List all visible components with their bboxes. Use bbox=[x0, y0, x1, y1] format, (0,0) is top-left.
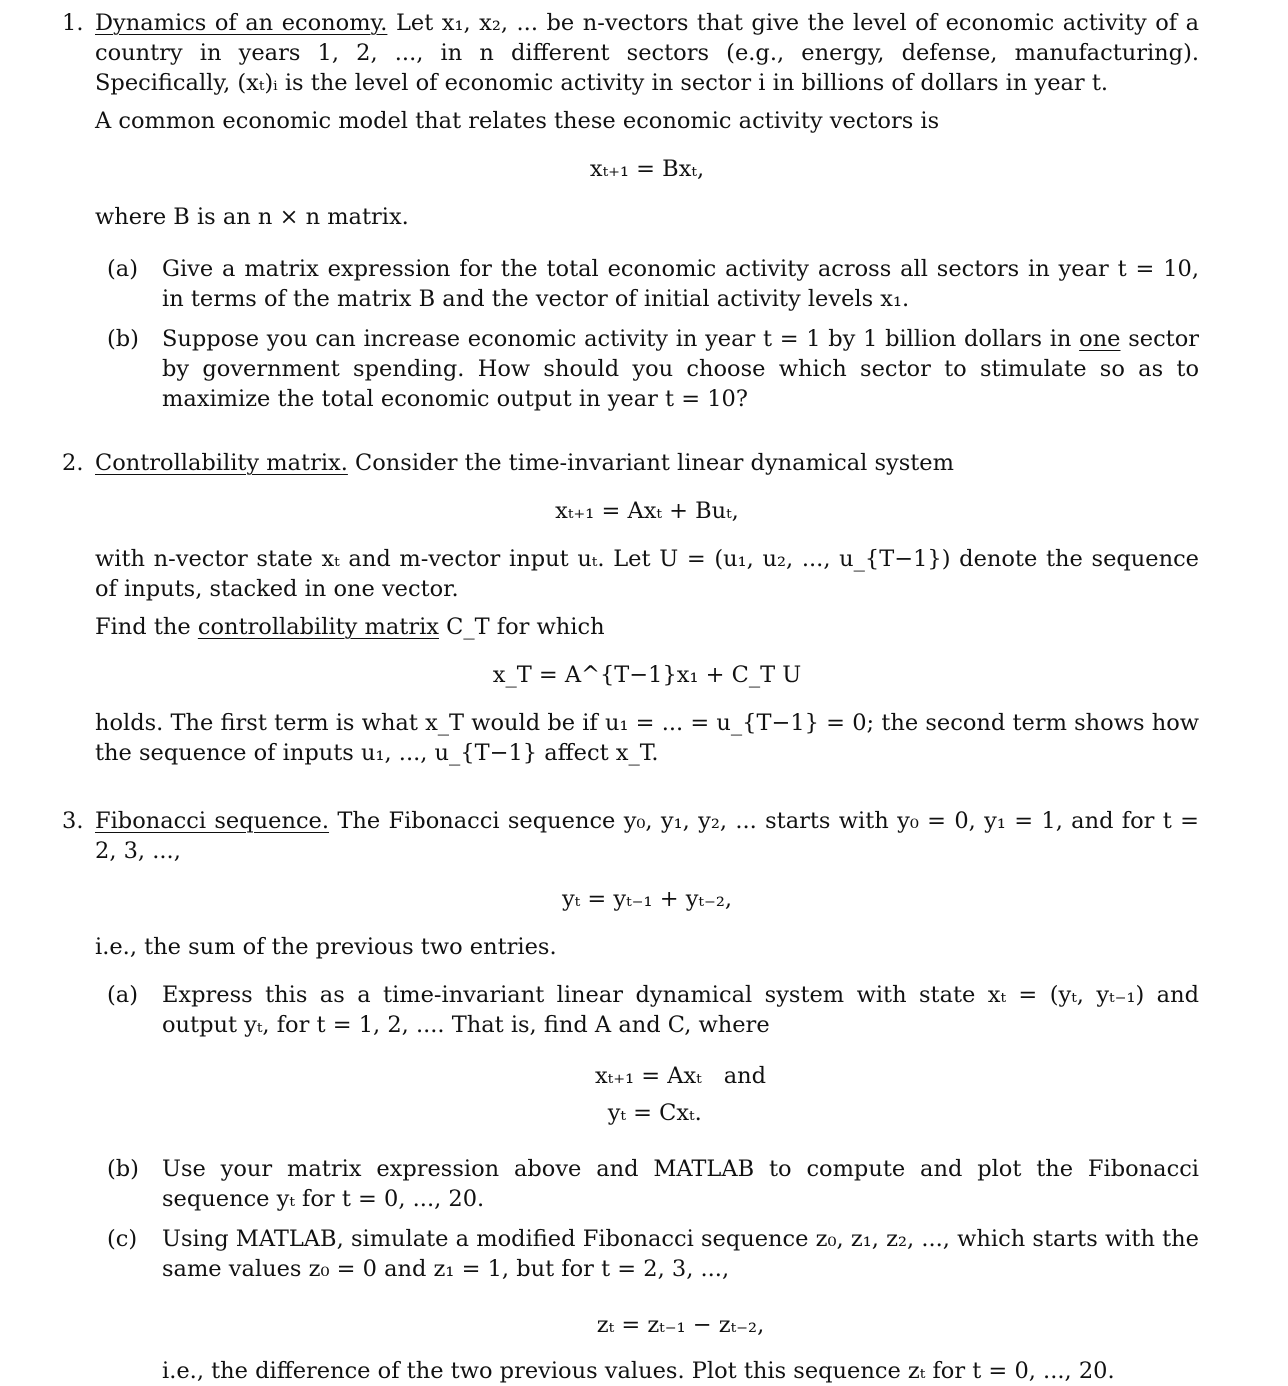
problem-number: 2. bbox=[62, 450, 84, 476]
part-label: (c) bbox=[107, 1226, 138, 1252]
part-c-note: i.e., the difference of the two previous values. Plot this sequence zₜ for t = 0, ..., 20. bbox=[162, 1358, 1115, 1384]
emphasis: one bbox=[1079, 326, 1121, 352]
state-equation: xₜ₊₁ = Axₜ bbox=[594, 1063, 702, 1089]
problem-1 bbox=[62, 8, 1202, 414]
problem-intro: Controllability matrix. Consider the time-invariant linear dynamical system bbox=[95, 450, 954, 476]
part-text: Using MATLAB, simulate a modified Fibonacci sequence z₀, z₁, z₂, ..., which starts with the same values z₀ = 0 and z₁ = 1, but for t = 2, 3, ..., bbox=[162, 1226, 1199, 1282]
controllability-term: controllability matrix bbox=[197, 614, 439, 640]
problem-3 bbox=[62, 806, 1202, 1386]
system-equations bbox=[595, 1058, 766, 1132]
find-text: Find the controllability matrix C_T for which bbox=[95, 614, 605, 640]
problem-title: Fibonacci sequence. bbox=[95, 808, 330, 834]
equation: xₜ₊₁ = Bxₜ, bbox=[589, 156, 705, 182]
equation: xₜ₊₁ = Axₜ + Buₜ, bbox=[555, 498, 739, 524]
part-a bbox=[107, 980, 1199, 1132]
problem-title: Controllability matrix. bbox=[95, 450, 348, 476]
problem-number: 3. bbox=[62, 808, 84, 834]
problem-intro: Dynamics of an economy. Let x₁, x₂, ... be n-vectors that give the level of economic activity of a country in years 1, 2, ..., in n different sectors (e.g., energy, defense, manufacturing). Specifically, (xₜ)ᵢ is the level of economic activity in sector i in billions of dollars in year t. bbox=[95, 10, 1200, 96]
problem-intro: Fibonacci sequence. The Fibonacci sequence y₀, y₁, y₂, ... starts with y₀ = 0, y₁ = 1, and for t = 2, 3, ..., bbox=[95, 808, 1199, 864]
part-b bbox=[107, 1154, 1199, 1214]
equation: zₜ = zₜ₋₁ − zₜ₋₂, bbox=[596, 1312, 765, 1338]
part-text: Use your matrix expression above and MATLAB to compute and plot the Fibonacci sequence yₜ for t = 0, ..., 20. bbox=[162, 1156, 1199, 1212]
part-label: (b) bbox=[107, 326, 139, 352]
part-text: Suppose you can increase economic activity in year t = 1 by 1 billion dollars in one sector by government spending. How should you choose which sector to stimulate so as to maximize the total economic output in year t = 10? bbox=[162, 326, 1200, 412]
equation-note: i.e., the sum of the previous two entries. bbox=[95, 934, 557, 960]
part-text: Express this as a time-invariant linear dynamical system with state xₜ = (yₜ, yₜ₋₁) and output yₜ, for t = 1, 2, .... That is, find A and C, where bbox=[162, 982, 1199, 1038]
model-text: A common economic model that relates these economic activity vectors is bbox=[95, 108, 940, 134]
part-text: Give a matrix expression for the total economic activity across all sectors in year t = 10, in terms of the matrix B and the vector of initial activity levels x₁. bbox=[162, 256, 1199, 312]
part-label: (a) bbox=[107, 256, 138, 282]
holds-text: holds. The first term is what x_T would be if u₁ = ... = u_{T−1} = 0; the second term shows how the sequence of inputs u₁, ..., u_{T−1} affect x_T. bbox=[95, 710, 1199, 766]
part-label: (b) bbox=[107, 1156, 139, 1182]
part-b bbox=[107, 324, 1199, 414]
problem-title: Dynamics of an economy. bbox=[95, 10, 388, 36]
equation: x_T = A^{T−1}x₁ + C_T U bbox=[492, 662, 802, 688]
equation: yₜ = yₜ₋₁ + yₜ₋₂, bbox=[561, 886, 733, 912]
part-c bbox=[107, 1224, 1199, 1386]
output-equation: yₜ = Cxₜ. bbox=[607, 1100, 702, 1126]
and-word: and bbox=[723, 1063, 767, 1089]
problem-2 bbox=[62, 448, 1202, 768]
state-text: with n-vector state xₜ and m-vector input uₜ. Let U = (u₁, u₂, ..., u_{T−1}) denote the sequence of inputs, stacked in one vector. bbox=[95, 546, 1199, 602]
part-a bbox=[107, 254, 1199, 314]
equation-note: where B is an n × n matrix. bbox=[95, 204, 409, 230]
part-label: (a) bbox=[107, 982, 138, 1008]
problem-number: 1. bbox=[62, 10, 84, 36]
